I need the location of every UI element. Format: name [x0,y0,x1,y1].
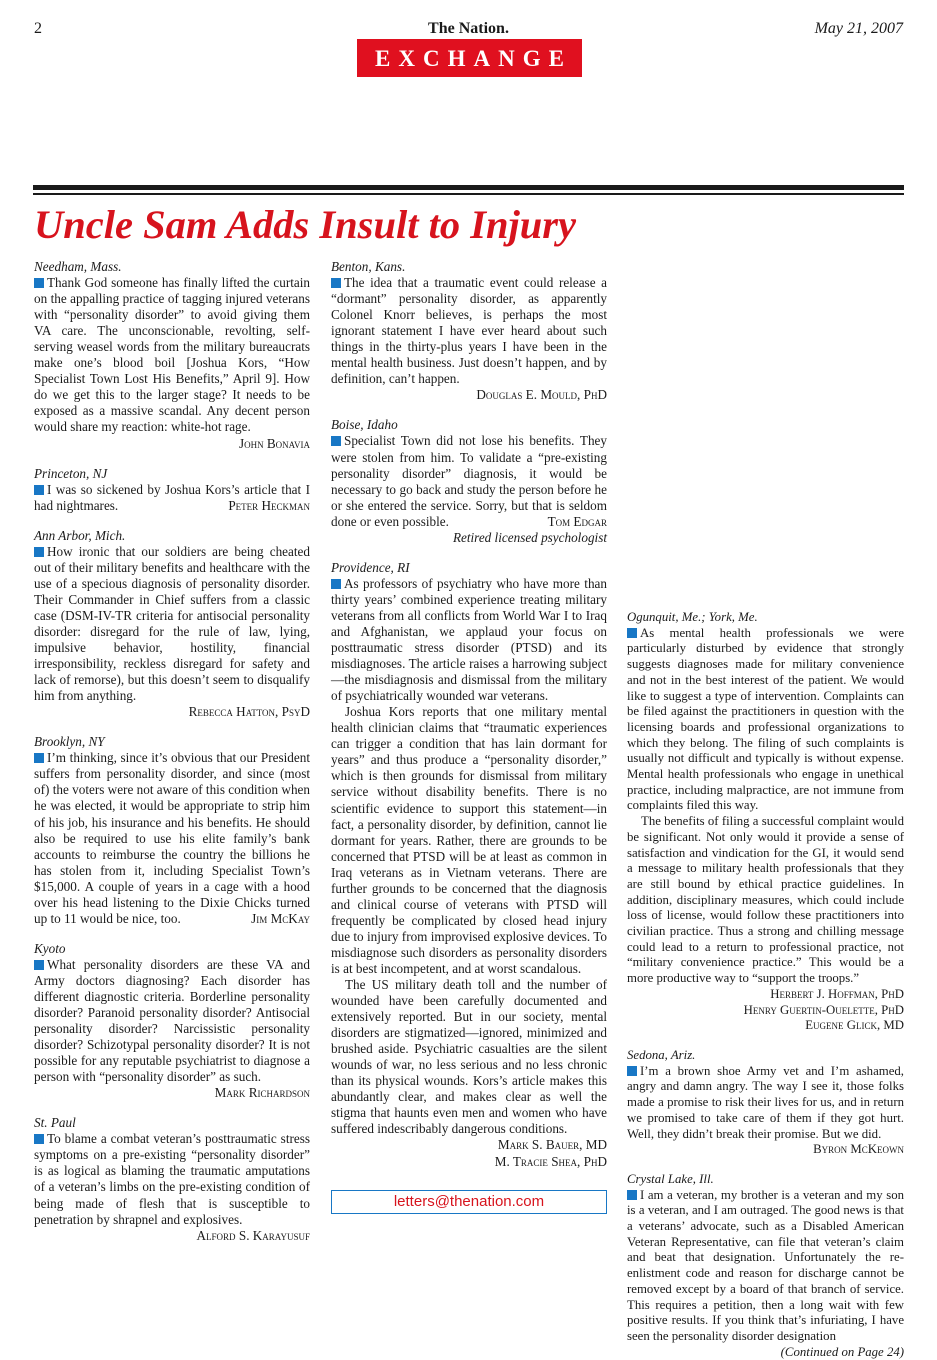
letter-signer: Henry Guertin-Ouelette, PhD [743,1002,904,1017]
letter [627,1172,904,1360]
letter-text: The US military death toll and the number of wounded have been carefully documented and extensively reported. But in our society, mental disorders are stigmatized—ignored, minimized and brushed aside. Psychiatric casualties are the silent wounds of war, no less serious and no less chronic than its physical wounds. Kors’s article makes this abundantly clear, and makes clear as well the stigma that haunts even men and women who have suffered indescribably dangerous conditions. [331,977,607,1137]
letter [34,734,310,927]
letter-location: Kyoto [34,940,66,956]
continued-note: (Continued on Page 24) [780,1344,904,1359]
bullet-square-icon [627,628,637,638]
header-rule-thin [33,193,904,195]
bullet-square-icon [627,1190,637,1200]
bullet-square-icon [331,579,341,589]
letter-text: The benefits of filing a successful complaint would be significant. Not only would it provide a sense of satisfaction and vindication for the GI, it would send a message to military health professionals that they are still bound by ethical practice guidelines. In addition, disciplinary measures, which could include loss of license, would follow these practitioners into civilian practice. Thus a strong and chilling message could lead to a return to professional practice, not “military convenience practice.” This would be a more productive way to “support the troops.” [627,814,904,986]
letter-location: Brooklyn, NY [34,734,105,750]
letter-text: Thank God someone has finally lifted the curtain on the appalling practice of tagging injured veterans with “personality disorder” to avoid giving them VA care. The unconscionable, revolting, self-serving weasel words from the military bureaucrats make one’s blood boil [Joshua Kors, “How Specialist Town Lost His Benefits,” April 9]. How do we get this to the larger stage? It needs to be exposed as a massive scandal. Any decent person would share my reaction: white-hot rage. [34,275,310,435]
page-number: 2 [34,20,42,37]
bullet-square-icon [34,485,44,495]
letter-text: Joshua Kors reports that one military mental health clinician claims that “traumatic experiences can trigger a condition that has lain dormant for years” and thus produce a “personality disorder,” which is then grounds for dismissal from military service without disability benefits. There is no scientific evidence to support this statement—in fact, a personality disorder, by definition, cannot lie dormant for years. Rather, there are grounds to be concerned that PTSD will be at least as common in Iraq veterans as in Vietnam veterans. There are further grounds to be concerned that the diagnosis and clinical course of veterans with PTSD will frequently be complicated by closed head injury due to injury from improvised explosive devices. To misdiagnose such disorders as personality disorders is at best incompetent, and at worst scandalous. [331,704,607,976]
bullet-square-icon [331,436,341,446]
column-2 [331,259,607,1170]
letter [331,417,607,545]
letter-location: Ann Arbor, Mich. [34,527,126,543]
letter-location: Sedona, Ariz. [627,1047,696,1062]
letter [34,941,310,1101]
letter-signer: Jim McKay [251,910,310,926]
letter-text: I’m a brown shoe Army vet and I’m ashamed, angry and damn angry. The way I see it, those folks made a promise to risk their lives for us, and in return we promised to take care of them if they got hurt. Well, they didn’t break their promise. But we did. [627,1063,904,1141]
letter-text: The idea that a traumatic event could release a “dormant” personality disorder, as apparently Colonel Knorr believes, is perhaps the most ignorant statement I have ever heard about such things in the thirty-plus years I have been in the mental health business. Just doesn’t happen, and by definition, can’t happen. [331,275,607,387]
letter-signer: Mark Richardson [214,1085,310,1101]
column-1 [34,259,310,1244]
letter-signer: Alford S. Karayusuf [196,1227,310,1243]
letter [331,259,607,403]
bullet-square-icon [627,1066,637,1076]
bullet-square-icon [331,278,341,288]
issue-date: May 21, 2007 [814,20,903,37]
letter-location: Benton, Kans. [331,259,406,274]
letter-signer: John Bonavia [238,435,310,451]
header-rule-thick [33,185,904,190]
letter-text: How ironic that our soldiers are being cheated out of their military benefits and healthcare with the use of a specious diagnosis of personality disorder. Their Commander in Chief suffers from a classic case (DSM-IV-TR criteria for antisocial personality disorder: disregard for the rule of law, lying, impulsive behavior, hostility, financial irresponsibility, reckless disregard for safety and lack of remorse), but this doesn’t seem to disqualify him from anything. [34,543,310,704]
letter-signer-note: Retired licensed psychologist [452,529,607,545]
letter-signer: Herbert J. Hoffman, PhD [770,986,904,1001]
letter-signer: Mark S. Bauer, MD [497,1137,607,1153]
letter [34,466,310,514]
letter-location: Needham, Mass. [34,259,122,274]
letter-signer: Douglas E. Mould, PhD [476,387,607,403]
letter-text: I am a veteran, my brother is a veteran and my son is a veteran, and I am outraged. The good news is that a veterans’ advocate, such as a Disabled American Veteran Representative, can file that veteran’s claim and beat that designation. Unfortunately the re-enlistment code and reason for discharge cannot be removed except by a board of that branch of service. This requires a petition, then a long wait with few positive results. If you think that’s infuriating, I have seen the personality disorder designation [627,1187,904,1343]
letter-text: What personality disorders are these VA and Army doctors diagnosing? Each disorder has different diagnostic criteria. Borderline personality disorder? Paranoid personality disorder? Antisocial personality disorder? Narcissistic personality disorder? Schizotypal personality disorder? It is not possible for any reputable psychiatrist to diagnose a person with “personality disorder” as such. [34,956,310,1085]
masthead: The Nation. [428,20,509,37]
letter [627,610,904,1034]
letter [331,560,607,1170]
letter-text: I’m thinking, since it’s obvious that our President suffers from personality disorder, and since (most of) the voters were not aware of this condition when he was elected, it would be appropriate to strip him of his job, his insurance and his benefits. He should also be required to use his elite family’s bank accounts to reimburse the country the billions he has stolen from it, including Specialist Town’s $15,000. A couple of years in a cage with a hood over his head listening to the Dixie Chicks turned up to 11 would be nice, too. [34,750,310,926]
letter [627,1048,904,1158]
letter-location: Providence, RI [331,559,410,575]
letter-text: As professors of psychiatry who have more than thirty years’ combined experience treating military veterans from all conflicts from World War I to Iraq and Afghanistan, we applaud your focus on posttraumatic stress disorder (PTSD) and its misdiagnoses. The article raises a harrowing subject—the misdiagnosis and dismissal from the military of psychiatrically wounded war veterans. [331,575,607,704]
letter [34,259,310,452]
letter-signer: M. Tracie Shea, PhD [494,1153,607,1169]
letter-signer: Rebecca Hatton, PsyD [188,704,310,720]
bullet-square-icon [34,278,44,288]
headline: Uncle Sam Adds Insult to Injury [34,202,577,247]
letter [34,1115,310,1243]
letter-location: Princeton, NJ [34,465,108,481]
section-banner: EXCHANGE [357,39,582,77]
letter-location: Crystal Lake, Ill. [627,1171,714,1186]
bullet-square-icon [34,960,44,970]
letter [34,528,310,721]
letter-signer: Byron McKeown [813,1142,904,1157]
letter-location: Ogunquit, Me.; York, Me. [627,610,758,624]
bullet-square-icon [34,547,44,557]
letter-location: St. Paul [34,1115,76,1131]
letter-text: I was so sickened by Joshua Kors’s article that I had nightmares. [34,481,310,513]
letter-signer: Peter Heckman [228,497,310,513]
letter-signer: Eugene Glick, MD [805,1018,904,1033]
letters-email-link[interactable]: letters@thenation.com [331,1190,607,1214]
bullet-square-icon [34,753,44,763]
letter-text: To blame a combat veteran’s posttraumatic stress symptoms on a pre-existing “personality disorder” is as logical as blaming the traumatic amputations of a veteran’s limbs on the pre-existing condition of being made of flesh that is susceptible to penetration by shrapnel and explosives. [34,1131,310,1227]
letter-signer: Tom Edgar [547,513,607,529]
bullet-square-icon [34,1134,44,1144]
letter-text: Specialist Town did not lose his benefits. They were stolen from him. To validate a “pre-existing personality disorder” diagnosis, it would be necessary to go back and study the person before he or she entered the service. Sorry, but that is seldom done or even possible. [331,433,607,529]
letter-location: Boise, Idaho [331,417,398,433]
letter-text: As mental health professionals we were particularly disturbed by evidence that strongly suggests diagnoses made for military convenience and not in the best interest of the patient. We would like to suggest a type of intervention. Complaints can be filed against the practitioners in question with the licensing boards and professional organizations to which they belong. The filing of such complaints is usually not difficult and typically is without expense. Mental health professionals who engage in unethical practice, including malpractice, are not immune from complaints filed this way. [627,625,904,813]
column-3 [627,610,904,1360]
